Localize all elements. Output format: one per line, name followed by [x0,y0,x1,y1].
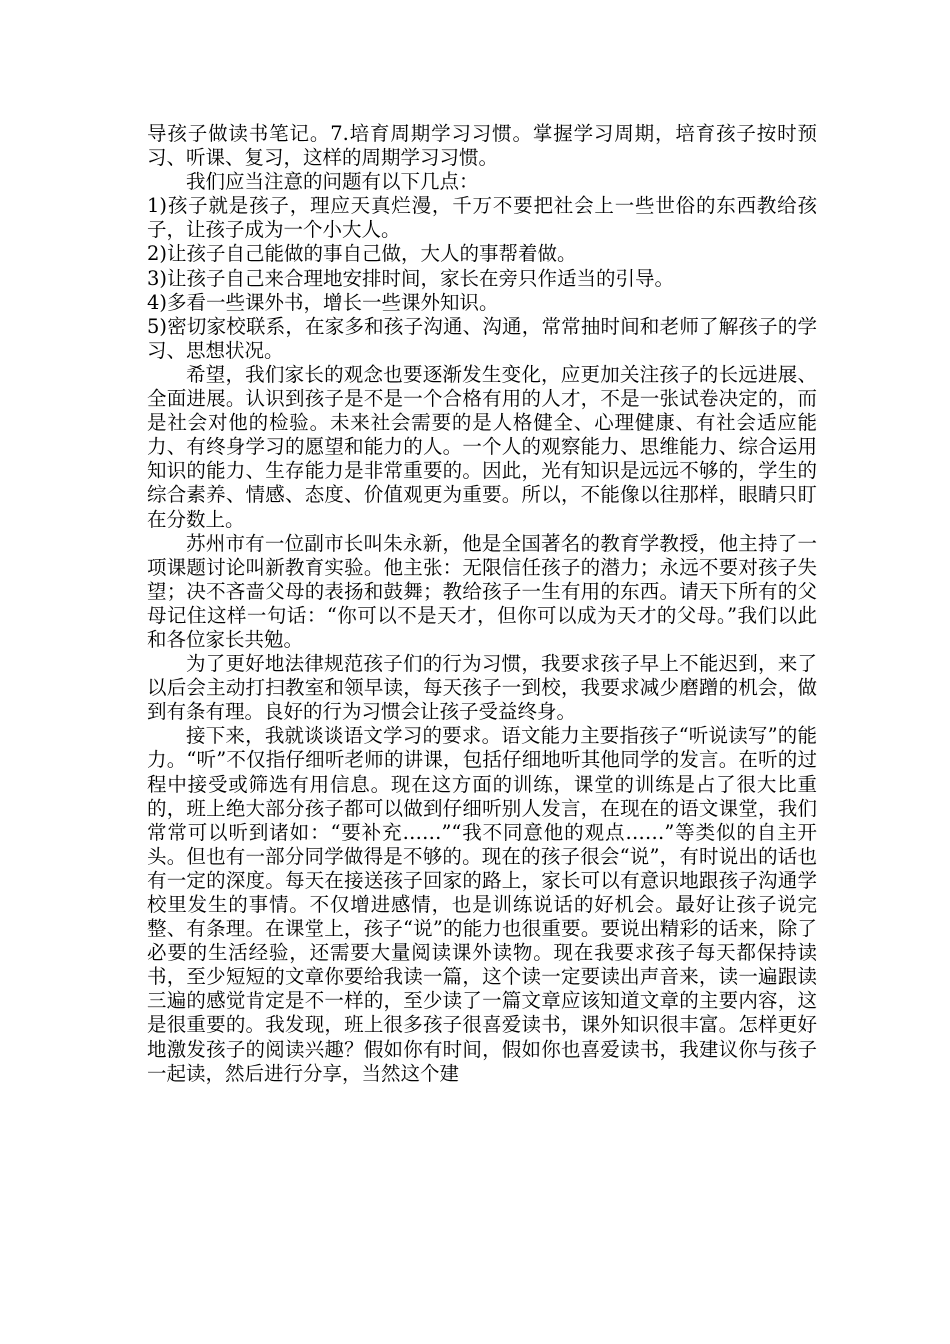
paragraph-chinese-learning: 接下来，我就谈谈语文学习的要求。语文能力主要指孩子“听说读写”的能力。“听”不仅指仔细听老师的讲课，包括仔细地听其他同学的发言。在听的过程中接受或筛选有用信息。现在这方面的训练，课堂的训练是占了很大比重的，班上绝大部分孩子都可以做到仔细听别人发言，在现在的语文课堂，我们常常可以听到诸如：“要补充……”“我不同意他的观点……”等类似的自主开头。但也有一部分同学做得是不够的。现在的孩子很会“说”，有时说出的话也有一定的深度。每天在接送孩子回家的路上，家长可以有意识地跟孩子沟通学校里发生的事情。不仅增进感情，也是训练说话的好机会。最好让孩子说完整、有条理。在课堂上，孩子“说”的能力也很重要。要说出精彩的话来，除了必要的生活经验，还需要大量阅读课外读物。现在我要求孩子每天都保持读书，至少短短的文章你要给我读一篇，这个读一定要读出声音来，读一遍跟读三遍的感觉肯定是不一样的，至少读了一篇文章应该知道文章的主要内容，这是很重要的。我发现，班上很多孩子很喜爱读书，课外知识很丰富。怎样更好地激发孩子的阅读兴趣？假如你有时间，假如你也喜爱读书，我建议你与孩子一起读，然后进行分享，当然这个建 [147,724,817,1085]
paragraph-behavior-habits: 为了更好地法律规范孩子们的行为习惯，我要求孩子早上不能迟到，来了以后会主动打扫教室和领早读，每天孩子一到校，我要求减少磨蹭的机会，做到有条有理。良好的行为习惯会让孩子受益终身。 [147,652,817,724]
list-item-4: 4)多看一些课外书，增长一些课外知识。 [147,290,499,314]
paragraph-reading-notes: 导孩子做读书笔记。7.培育周期学习习惯。掌握学习周期，培育孩子按时预习、听课、复习，这样的周期学习习惯。 [147,122,817,170]
document-body [147,122,817,1086]
list-item-1: 1)孩子就是孩子，理应天真烂漫，千万不要把社会上一些世俗的东西教给孩子，让孩子成为一个小大人。 [147,194,817,242]
paragraph-parent-attitude: 希望，我们家长的观念也要逐渐发生变化，应更加关注孩子的长远进展、全面进展。认识到孩子是不是一个合格有用的人才，不是一张试卷决定的，而是社会对他的检验。未来社会需要的是人格健全、心理健康、有社会适应能力、有终身学习的愿望和能力的人。一个人的观察能力、思维能力、综合运用知识的能力、生存能力是非常重要的。因此，光有知识是远远不够的，学生的综合素养、情感、态度、价值观更为重要。所以，不能像以往那样，眼睛只盯在分数上。 [147,362,817,531]
list-item-2: 2)让孩子自己能做的事自己做，大人的事帮着做。 [147,242,577,266]
paragraph-attention-intro: 我们应当注意的问题有以下几点： [186,170,479,194]
paragraph-new-education: 苏州市有一位副市长叫朱永新，他是全国著名的教育学教授，他主持了一项课题讨论叫新教育实验。他主张：无限信任孩子的潜力；永远不要对孩子失望；决不吝啬父母的表扬和鼓舞；教给孩子一生有用的东西。请天下所有的父母记住这样一句话：“你可以不是天才，但你可以成为天才的父母。”我们以此和各位家长共勉。 [147,531,817,651]
list-item-3: 3)让孩子自己来合理地安排时间，家长在旁只作适当的引导。 [147,266,675,290]
list-item-5: 5)密切家校联系，在家多和孩子沟通、沟通，常常抽时间和老师了解孩子的学习、思想状况。 [147,314,817,362]
